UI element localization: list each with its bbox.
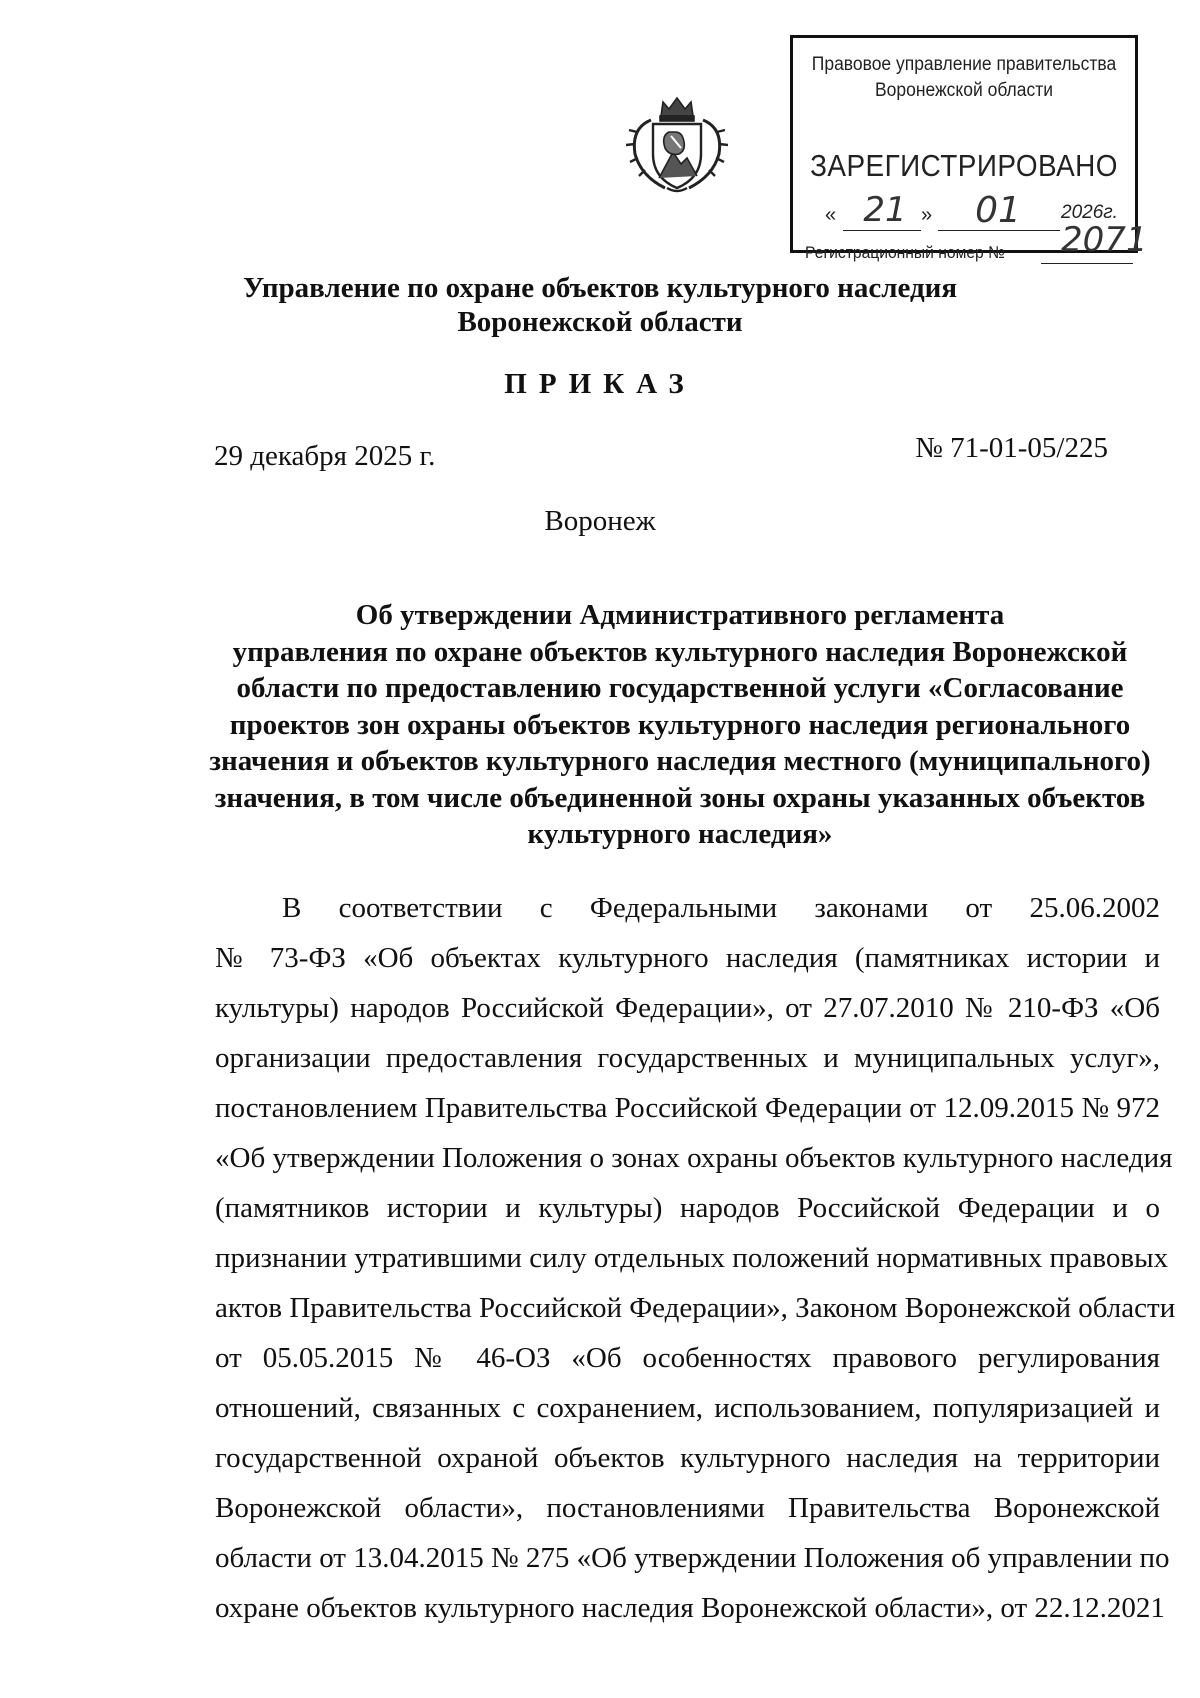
title-line: значения, в том числе объединенной зоны охраны указанных объектов <box>214 781 1146 814</box>
stamp-quote-close: » <box>921 204 933 226</box>
body-line: № 73-ФЗ «Об объектах культурного наследия (памятниках истории и <box>215 942 1160 974</box>
body-line: области от 13.04.2015 № 275 «Об утверждении Положения об управлении по <box>215 1542 1170 1574</box>
stamp-day-underline <box>843 230 921 231</box>
body-line: государственной охраной объектов культурного наследия на территории <box>215 1442 1160 1474</box>
body-line: актов Правительства Российской Федерации», Законом Воронежской области <box>215 1292 1176 1324</box>
body-line: постановлением Правительства Российской Федерации от 12.09.2015 № 972 <box>215 1092 1160 1124</box>
stamp-status: ЗАРЕГИСТРИРОВАНО <box>810 148 1118 183</box>
document-title <box>200 597 1160 853</box>
body-line: признании утратившими силу отдельных положений нормативных правовых <box>215 1242 1169 1274</box>
stamp-year: 2026г. <box>1061 202 1118 223</box>
organization-name-line1: Управление по охране объектов культурного наследия <box>242 272 958 304</box>
body-line: культуры) народов Российской Федерации», от 27.07.2010 № 210-ФЗ «Об <box>215 992 1160 1024</box>
title-line: значения и объектов культурного наследия местного (муниципального) <box>209 745 1151 777</box>
stamp-reg-number-handwritten: 2071 <box>1061 220 1148 260</box>
document-type: ПРИКАЗ <box>504 368 696 400</box>
body-line: организации предоставления государственных и муниципальных услуг», <box>215 1042 1160 1074</box>
document-number: № 71-01-05/225 <box>915 432 1108 464</box>
body-line: В соответствии с Федеральными законами от 25.06.2002 <box>282 892 1160 924</box>
stamp-reg-label: Регистрационный номер № <box>805 243 1005 262</box>
document-city: Воронеж <box>544 505 656 537</box>
title-line: Об утверждении Административного регламента <box>355 599 1005 631</box>
stamp-org-line2: Воронежской области <box>874 80 1053 101</box>
title-line: области по предоставлению государственной услуги «Согласование <box>236 672 1124 704</box>
stamp-org-line1: Правовое управление правительства <box>811 54 1117 75</box>
stamp-day-handwritten: 21 <box>863 190 907 230</box>
body-line: (памятников истории и культуры) народов Российской Федерации и о <box>215 1192 1160 1224</box>
document-body <box>215 883 1176 1633</box>
title-line: управления по охране объектов культурного наследия Воронежской <box>232 635 1128 668</box>
body-line: «Об утверждении Положения о зонах охраны объектов культурного наследия <box>215 1142 1173 1174</box>
stamp-reg-underline <box>1041 263 1133 264</box>
stamp-quote-open: « <box>825 204 837 226</box>
title-line: проектов зон охраны объектов культурного наследия регионального <box>229 708 1131 741</box>
body-line: охране объектов культурного наследия Воронежской области», от 22.12.2021 <box>215 1592 1165 1624</box>
body-line: Воронежской области», постановлениями Правительства Воронежской <box>215 1492 1160 1524</box>
voronezh-coat-of-arms-icon <box>623 92 731 194</box>
stamp-month-underline <box>938 230 1060 231</box>
stamp-organization <box>807 52 1122 104</box>
organization-name-line2: Воронежской области <box>457 306 743 338</box>
body-line: от 05.05.2015 № 46-ОЗ «Об особенностях правового регулирования <box>215 1342 1160 1374</box>
registration-stamp <box>790 35 1148 262</box>
title-line: культурного наследия» <box>527 818 833 850</box>
stamp-month-handwritten: 01 <box>975 190 1021 231</box>
document-date: 29 декабря 2025 г. <box>214 440 436 472</box>
body-line: отношений, связанных с сохранением, использованием, популяризацией и <box>215 1392 1160 1424</box>
